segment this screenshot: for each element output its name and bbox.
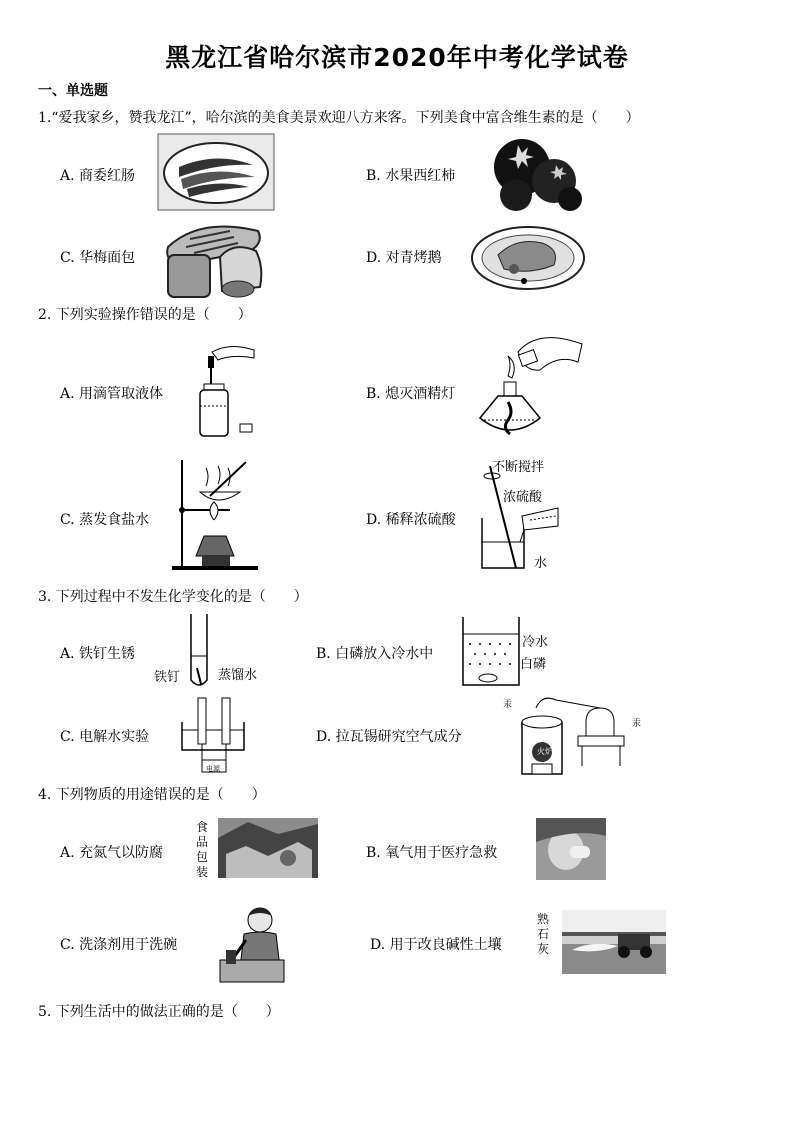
q4-option-b[interactable]: B. 氧气用于医疗急救 [366,845,498,861]
beaker-cold-water-image [460,614,522,688]
stove-label: 火炉 [537,747,553,756]
dilute-acid-setup-image [478,458,560,572]
oxygen-therapy-photo [536,818,606,880]
tractor-field-photo [562,910,666,974]
evaporation-setup-image [170,456,260,574]
q2-option-d[interactable]: D. 稀释浓硫酸 [366,512,456,528]
question-1-stem: 1.“爱我家乡，赞我龙江”，哈尔滨的美食美景欢迎八方来客。下列美食中富含维生素的是（ ） [38,110,640,126]
mercury-label-left: 汞 [503,700,513,710]
food-package-photo [218,818,318,878]
q1-option-b[interactable]: B. 水果西红柿 [366,168,456,184]
alcohol-lamp-image [478,332,586,448]
q3-option-b[interactable]: B. 白磷放入冷水中 [316,646,434,662]
roast-goose-image [470,225,586,291]
q1-option-a[interactable]: A. 商委红肠 [60,168,136,184]
dropper-bottle-image [196,344,258,438]
food-package-label [196,820,208,880]
test-tube-image [186,612,212,692]
q4-option-d[interactable]: D. 用于改良碱性土壤 [370,937,502,953]
washing-dishes-photo [218,904,286,984]
slaked-lime-char: 熟 [537,912,550,926]
q4-option-a[interactable]: A. 充氮气以防腐 [60,845,164,861]
q2-option-b[interactable]: B. 熄灭酒精灯 [366,386,456,402]
q1-option-c[interactable]: C. 华梅面包 [60,250,136,266]
conc-acid-label: 浓硫酸 [503,490,543,505]
food-package-char: 装 [196,865,209,879]
nail-label: 铁钉 [154,670,181,685]
stir-label: 不断搅拌 [492,460,545,475]
q1-option-d[interactable]: D. 对青烤鹅 [366,250,442,266]
food-package-char: 食 [196,820,209,834]
tomato-image [486,133,582,213]
cold-water-label: 冷水 [522,635,549,650]
mercury-label-right: 汞 [632,719,642,729]
section-heading: 一、单选题 [38,83,108,99]
slaked-lime-char: 石 [537,927,550,941]
slaked-lime-char: 灰 [537,942,550,956]
power-supply-label: 电源 [206,765,220,773]
white-phosphorus-label: 白磷 [520,657,547,672]
bread-image [160,217,270,301]
page-title: 黑龙江省哈尔滨市2020年中考化学试卷 [165,43,629,72]
question-2-stem: 2. 下列实验操作错误的是（ ） [38,307,252,323]
q2-option-a[interactable]: A. 用滴管取液体 [60,386,164,402]
lavoisier-apparatus-image [496,694,644,778]
q2-option-c[interactable]: C. 蒸发食盐水 [60,512,150,528]
question-4-stem: 4. 下列物质的用途错误的是（ ） [38,787,266,803]
q4-option-c[interactable]: C. 洗涤剂用于洗碗 [60,937,178,953]
slaked-lime-label [537,912,549,957]
food-package-char: 品 [196,835,209,849]
q3-option-d[interactable]: D. 拉瓦锡研究空气成分 [316,729,462,745]
sausage-plate-image [157,133,275,211]
food-package-char: 包 [196,850,209,864]
q3-option-c[interactable]: C. 电解水实验 [60,729,150,745]
q3-option-a[interactable]: A. 铁钉生锈 [60,646,136,662]
question-3-stem: 3. 下列过程中不发生化学变化的是（ ） [38,589,308,605]
question-5-stem: 5. 下列生活中的做法正确的是（ ） [38,1004,280,1020]
water-label: 水 [534,556,548,571]
distilled-water-label: 蒸馏水 [218,668,258,683]
